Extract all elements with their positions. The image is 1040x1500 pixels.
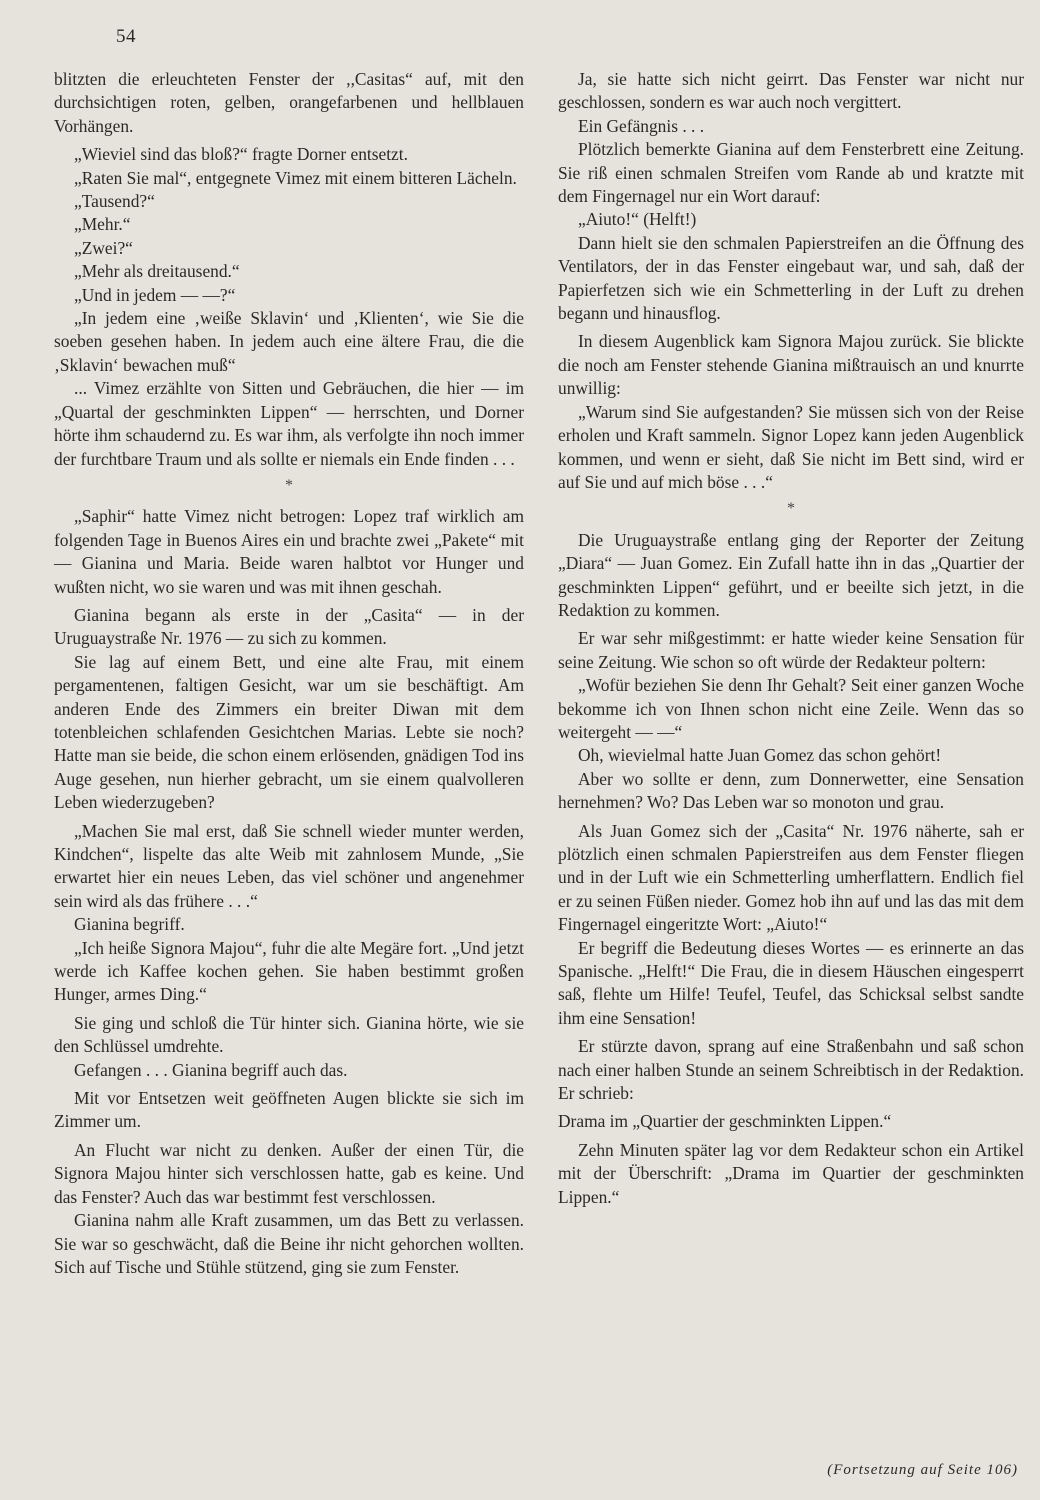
paragraph: Ja, sie hatte sich nicht geirrt. Das Fenster war nicht nur geschlossen, sondern es war auch noch vergittert. [558,69,1024,113]
paragraph: Mit vor Entsetzen weit geöffneten Augen blickte sie sich im Zimmer um. [54,1088,524,1132]
paragraph: Als Juan Gomez sich der „Casita“ Nr. 1976 näherte, sah er plötzlich einen schmalen Papierstreifen aus dem Fenster fliegen und in der Luft wie ein Schmetterling umherflattern. Endlich fiel er zu seinen Füßen nieder. Gomez hob ihn auf und las das mit dem Fingernagel eingeritzte Wort: „Aiuto!“ [558,820,1024,935]
paragraph: „In jedem eine ‚weiße Sklavin‘ und ‚Klienten‘, wie Sie die soeben gesehen haben. In jedem auch eine ältere Frau, die die ‚Sklavin‘ bewachen muß“ [54,308,524,375]
paragraph: Dann hielt sie den schmalen Papierstreifen an die Öffnung des Ventilators, der in das Fenster eingebaut war, und sah, daß der Papierfetzen sich wie ein Schmetterling in der Luft zu drehen begann und hinausflog. [558,232,1024,324]
paragraph: „Saphir“ hatte Vimez nicht betrogen: Lopez traf wirklich am folgenden Tage in Buenos Aires ein und brachte zwei „Pakete“ mit — Gianina und Maria. Beide waren halbtot vor Hunger und wußten nicht, wo sie waren und was mit ihnen geschah. [54,506,524,597]
paragraph: In diesem Augenblick kam Signora Majou zurück. Sie blickte die noch am Fenster stehende Gianina mißtrauisch an und knurrte unwillig: [558,331,1024,399]
paragraph: „Und in jedem — —?“ [74,284,236,305]
paragraph: „Warum sind Sie aufgestanden? Sie müssen sich von der Reise erholen und Kraft sammeln. Signor Lopez kann jeden Augenblick kommen, und wenn er sieht, daß Sie nicht im Bett sind, wird er auf Sie und auf mich böse . . .“ [558,401,1024,492]
paragraph: Oh, wievielmal hatte Juan Gomez das schon gehört! [578,745,942,766]
paragraph: „Aiuto!“ (Helft!) [578,209,697,230]
paragraph: „Tausend?“ [74,191,155,212]
paragraph: Plötzlich bemerkte Gianina auf dem Fensterbrett eine Zeitung. Sie riß einen schmalen Streifen vom Rande ab und kratzte mit dem Fingernagel nur ein Wort darauf: [558,139,1024,207]
paragraph: „Ich heiße Signora Majou“, fuhr die alte Megäre fort. „Und jetzt werde ich Kaffee kochen gehen. Sie haben bestimmt großen Hunger, armes Ding.“ [54,937,524,1005]
right-text-column [558,68,1024,1209]
paragraph: „Zwei?“ [74,237,133,258]
paragraph: blitzten die erleuchteten Fenster der ,,Casitas“ auf, mit den durchsichtigen roten, gelben, orangefarbenen und hellblauen Vorhängen. [54,69,524,136]
paragraph: Sie ging und schloß die Tür hinter sich. Gianina hörte, wie sie den Schlüssel umdrehte. [54,1012,524,1057]
paragraph: Gefangen . . . Gianina begriff auch das. [74,1059,348,1080]
paragraph: Gianina nahm alle Kraft zusammen, um das Bett zu verlassen. Sie war so geschwächt, daß die Beine ihr nicht gehorchen wollten. Sich auf Tische und Stühle stützend, ging sie zum Fenster. [54,1210,524,1277]
section-separator: * [285,476,293,494]
paragraph: Drama im „Quartier der geschminkten Lippen.“ [558,1111,892,1132]
paragraph: Gianina begann als erste in der „Casita“ — in der Uruguaystraße Nr. 1976 — zu sich zu kommen. [54,604,524,649]
paragraph: Zehn Minuten später lag vor dem Redakteur schon ein Artikel mit der Überschrift: „Drama im Quartier der geschminkten Lippen.“ [558,1139,1024,1207]
paragraph: ... Vimez erzählte von Sitten und Gebräuchen, die hier — im „Quartal der geschminkten Lippen“ — herrschten, und Dorner hörte ihm schaudernd zu. Es war ihm, als verfolgte ihn noch immer der furchtbare Traum und als sollte er niemals ein Ende finden . . . [54,378,524,469]
paragraph: „Wieviel sind das bloß?“ fragte Dorner entsetzt. [74,144,408,165]
paragraph: Ein Gefängnis . . . [578,115,705,136]
paragraph: Aber wo sollte er denn, zum Donnerwetter, eine Sensation hernehmen? Wo? Das Leben war so monoton und grau. [558,768,1024,813]
paragraph: Er begriff die Bedeutung dieses Wortes — es erinnerte an das Spanische. „Helft!“ Die Frau, die in diesem Häuschen eingesperrt saß, flehte um Hilfe! Teufel, Teufel, das Schicksal selbst sandte ihm eine Sensation! [558,937,1024,1028]
paragraph: Er war sehr mißgestimmt: er hatte wieder keine Sensation für seine Zeitung. Wie schon so oft würde der Redakteur poltern: [558,628,1024,672]
paragraph: Gianina begriff. [74,914,185,935]
paragraph: Er stürzte davon, sprang auf eine Straßenbahn und saß schon nach einer halben Stunde an seinem Schreibtisch in der Redaktion. Er schrieb: [558,1036,1024,1104]
paragraph: Sie lag auf einem Bett, und eine alte Frau, mit einem pergamentenen, faltigen Gesicht, war um sie beschäftigt. Am anderen Ende des Zimmers ein breiter Diwan mit dem totenbleichen schlafenden Gesichtchen Marias. Lebte sie noch? Hatte man sie beide, die schon einem erlösenden, gnädigen Tod ins Auge gesehen, nun hierher gebracht, um sie einem qualvolleren Leben wiederzugeben? [54,651,524,813]
paragraph: An Flucht war nicht zu denken. Außer der einen Tür, die Signora Majou hinter sich verschlossen hatte, gab es keine. Und das Fenster? Auch das war bestimmt fest verschlossen. [54,1139,524,1207]
left-text-column [54,68,524,1279]
paragraph: „Wofür beziehen Sie denn Ihr Gehalt? Seit einer ganzen Woche bekomme ich von Ihnen schon nicht eine Zeile. Wenn das so weitergeht — —“ [558,675,1024,742]
paragraph: „Machen Sie mal erst, daß Sie schnell wieder munter werden, Kindchen“, lispelte das alte Weib mit zahnlosem Munde, „Sie erwartet hier ein neues Leben, das viel schöner und angenehmer sein wird als das frühere . . .“ [54,820,524,911]
page-number: 54 [116,26,136,47]
paragraph: „Raten Sie mal“, entgegnete Vimez mit einem bitteren Lächeln. [74,167,517,188]
paragraph: „Mehr als dreitausend.“ [74,261,240,282]
paragraph: „Mehr.“ [74,214,131,235]
paragraph: Die Uruguaystraße entlang ging der Reporter der Zeitung „Diara“ — Juan Gomez. Ein Zufall hatte ihn in das „Quartier der geschminkten Lippen“ geführt, und er beeilte sich jetzt, in die Redaktion zu kommen. [558,529,1024,620]
continuation-note: (Fortsetzung auf Seite 106) [827,1462,1018,1478]
section-separator: * [787,500,795,518]
